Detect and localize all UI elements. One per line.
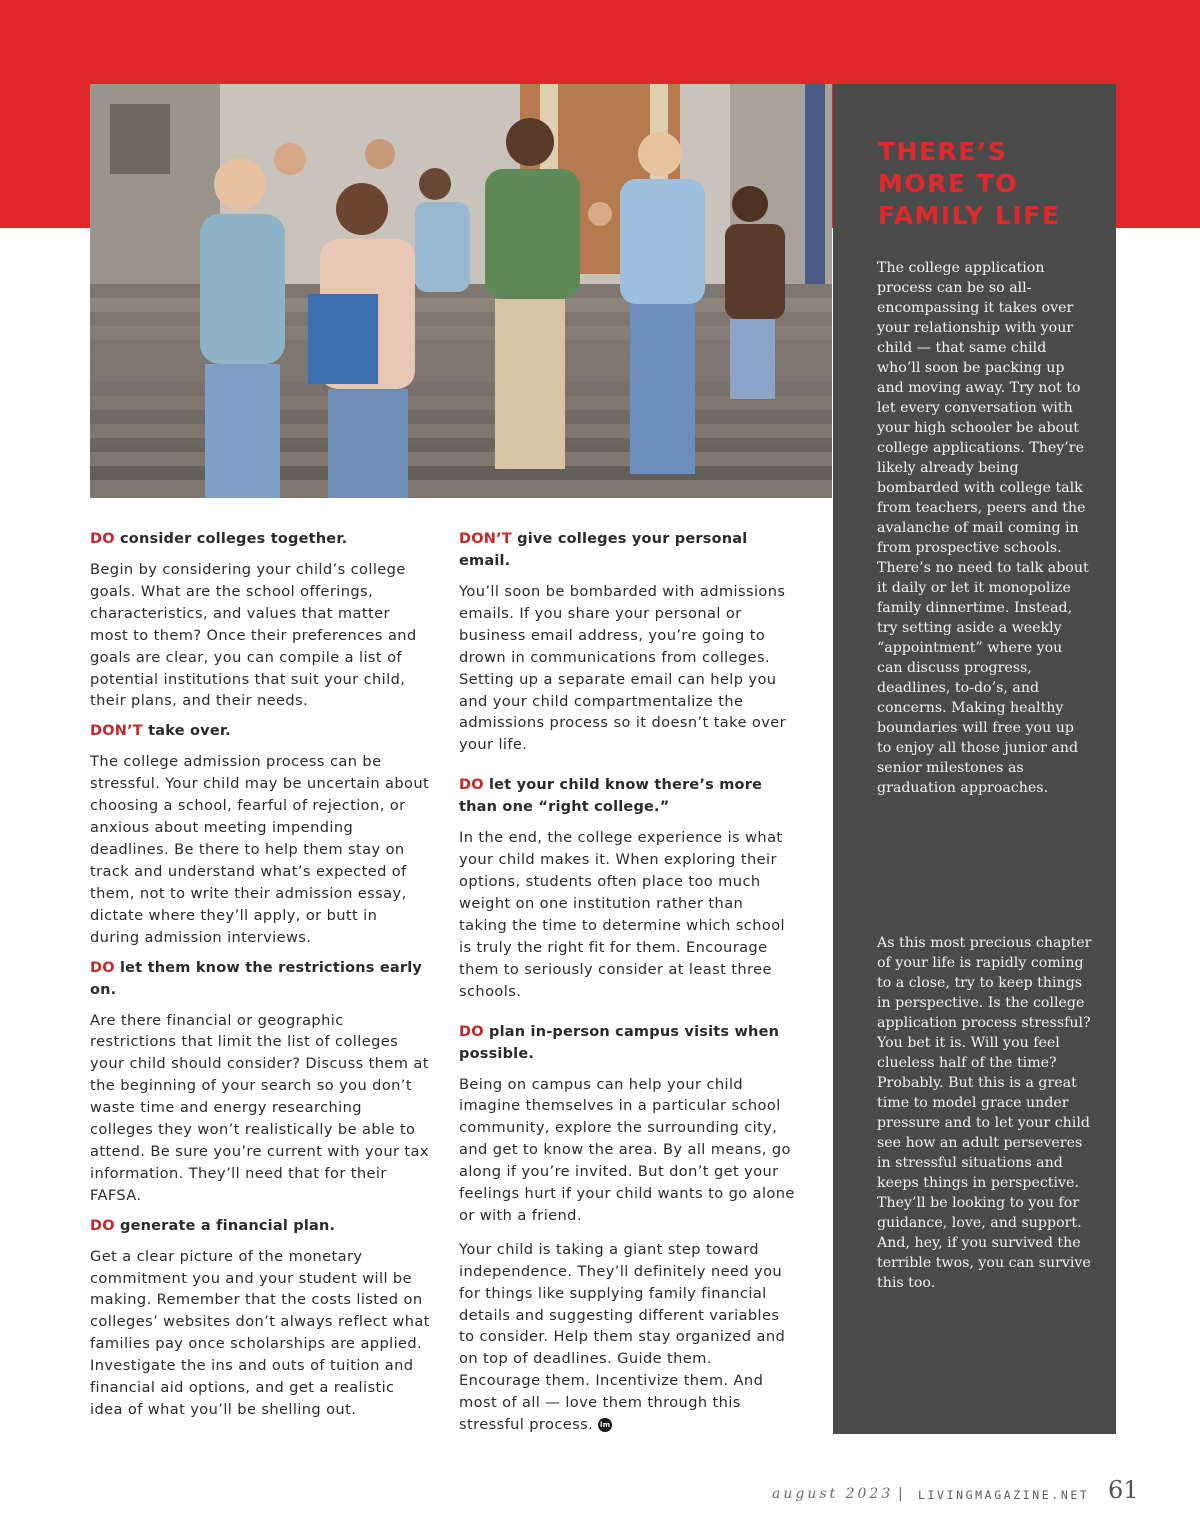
page-footer	[770, 1478, 1150, 1512]
section-body: Begin by considering your child’s college goals. What are the school offerings, characteristics, and values that matter most to them? Once their preferences and goals are clear, you can compile a list of potential institutions that suit your child, their plans, and their needs.	[90, 561, 417, 710]
heading-keyword: DO	[90, 1217, 115, 1234]
closing-text: Your child is taking a giant step toward independence. They’ll definitely need you for things like supplying family financial details and suggesting different variables to consider. Help them stay organized and on top of deadlines. Guide them. Encourage them. Incentivize them. And most of all — love them through this stressful process.	[459, 1240, 786, 1434]
section-heading	[90, 528, 430, 550]
heading-keyword: DO	[90, 531, 115, 547]
end-mark-icon: lm	[598, 1418, 612, 1432]
sidebar-title-line2: MORE TO	[878, 169, 1018, 198]
heading-text: generate a financial plan.	[114, 1217, 336, 1234]
heading-keyword: DO	[459, 1023, 484, 1040]
section-body: Are there financial or geographic restrictions that limit the list of colleges your child should consider? Discuss them at the beginning of your search so you don’t waste time and energy researching colleges they won’t realistically be able to attend. Be sure you’re current with your tax information. They’ll need that for their FAFSA.	[90, 1011, 429, 1204]
heading-keyword: DO	[459, 777, 484, 794]
section-heading	[459, 1021, 795, 1065]
heading-keyword: DON’T	[90, 723, 143, 740]
section-body: The college admission process can be stressful. Your child may be uncertain about choosing a school, fearful of rejection, or anxious about meeting impending deadlines. Be there to help them stay on track and understand what’s expected of them, not to write their admission essay, dictate where they’ll apply, or butt in during admission interviews.	[90, 753, 430, 946]
sidebar-paragraph-2: As this most precious chapter of your life is rapidly coming to a close, try to keep things in perspective. Is the college application process stressful? You bet it is. Will you feel clueless half of the time? Probably. But this is a great time to model grace under pressure and to let your child see how an adult perseveres in stressful situations and keeps things in perspective. They’ll be looking to you for guidance, love, and support. And, hey, if you survived the terrible twos, you can survive this too.	[877, 935, 1092, 1291]
sidebar-title-line3: FAMILY LIFE	[878, 201, 1061, 230]
heading-text: consider colleges together.	[114, 531, 348, 547]
heading-keyword: DO	[90, 959, 115, 976]
right-column	[459, 528, 795, 1444]
section-body: Being on campus can help your child imagine themselves in a particular school community, explore the surrounding city, and get to know the area. By all means, go along if you’re invited. But don’t get your feelings hurt if your child wants to go alone or with a friend.	[459, 1075, 795, 1224]
section-heading	[90, 957, 430, 1001]
section-heading	[459, 774, 795, 818]
left-column	[90, 528, 430, 1429]
students-photo-illustration	[90, 84, 832, 498]
section-body-closing	[459, 1239, 795, 1436]
sidebar-title-line1: THERE’S	[878, 137, 1008, 166]
section-heading	[90, 720, 430, 742]
heading-text: let your child know there’s more than one “right college.”	[459, 777, 763, 816]
footer-date: august 2023	[772, 1486, 894, 1502]
section-body: You’ll soon be bombarded with admissions emails. If you share your personal or business email address, you’re going to drown in communications from colleges. Setting up a separate email can help you and your child compartmentalize the admissions process so it doesn’t take over your life.	[459, 583, 787, 754]
page-number: 61	[1108, 1476, 1139, 1504]
heading-text: give colleges your personal email.	[459, 531, 748, 569]
heading-keyword: DON’T	[459, 531, 512, 547]
heading-text: plan in-person campus visits when possible.	[459, 1023, 780, 1062]
footer-separator: |	[898, 1486, 903, 1502]
section-body: In the end, the college experience is what your child makes it. When exploring their options, students often place too much weight on one institution rather than taking the time to determine which school is truly the right fit for them. Encourage them to seriously consider at least three schools.	[459, 829, 785, 1000]
heading-text: let them know the restrictions early on.	[90, 959, 423, 998]
footer-site-link[interactable]: LIVINGMAGAZINE.NET	[918, 1488, 1090, 1502]
section-heading	[90, 1215, 430, 1237]
students-photo	[90, 84, 832, 498]
heading-text: take over.	[142, 723, 231, 740]
sidebar-title	[878, 136, 1098, 232]
section-body: Get a clear picture of the monetary commitment you and your student will be making. Remember that the costs listed on colleges’ websites don’t always reflect what families pay once scholarships are applied. Investigate the ins and outs of tuition and financial aid options, and get a realistic idea of what you’ll be shelling out.	[90, 1247, 430, 1418]
sidebar-paragraph-1: The college application process can be so all-encompassing it takes over your relationship with your child — that same child who’ll soon be packing up and moving away. Try not to let every conversation with your high schooler be about college applications. They’re likely already being bombarded with college talk from teachers, peers and the avalanche of mail coming in from prospective schools. There’s no need to talk about it daily or let it monopolize family dinnertime. Instead, try setting aside a weekly “appointment” where you can discuss progress, deadlines, to-do’s, and concerns. Making healthy boundaries will free you up to enjoy all those junior and senior milestones as graduation approaches.	[877, 260, 1089, 796]
section-heading	[459, 528, 795, 572]
